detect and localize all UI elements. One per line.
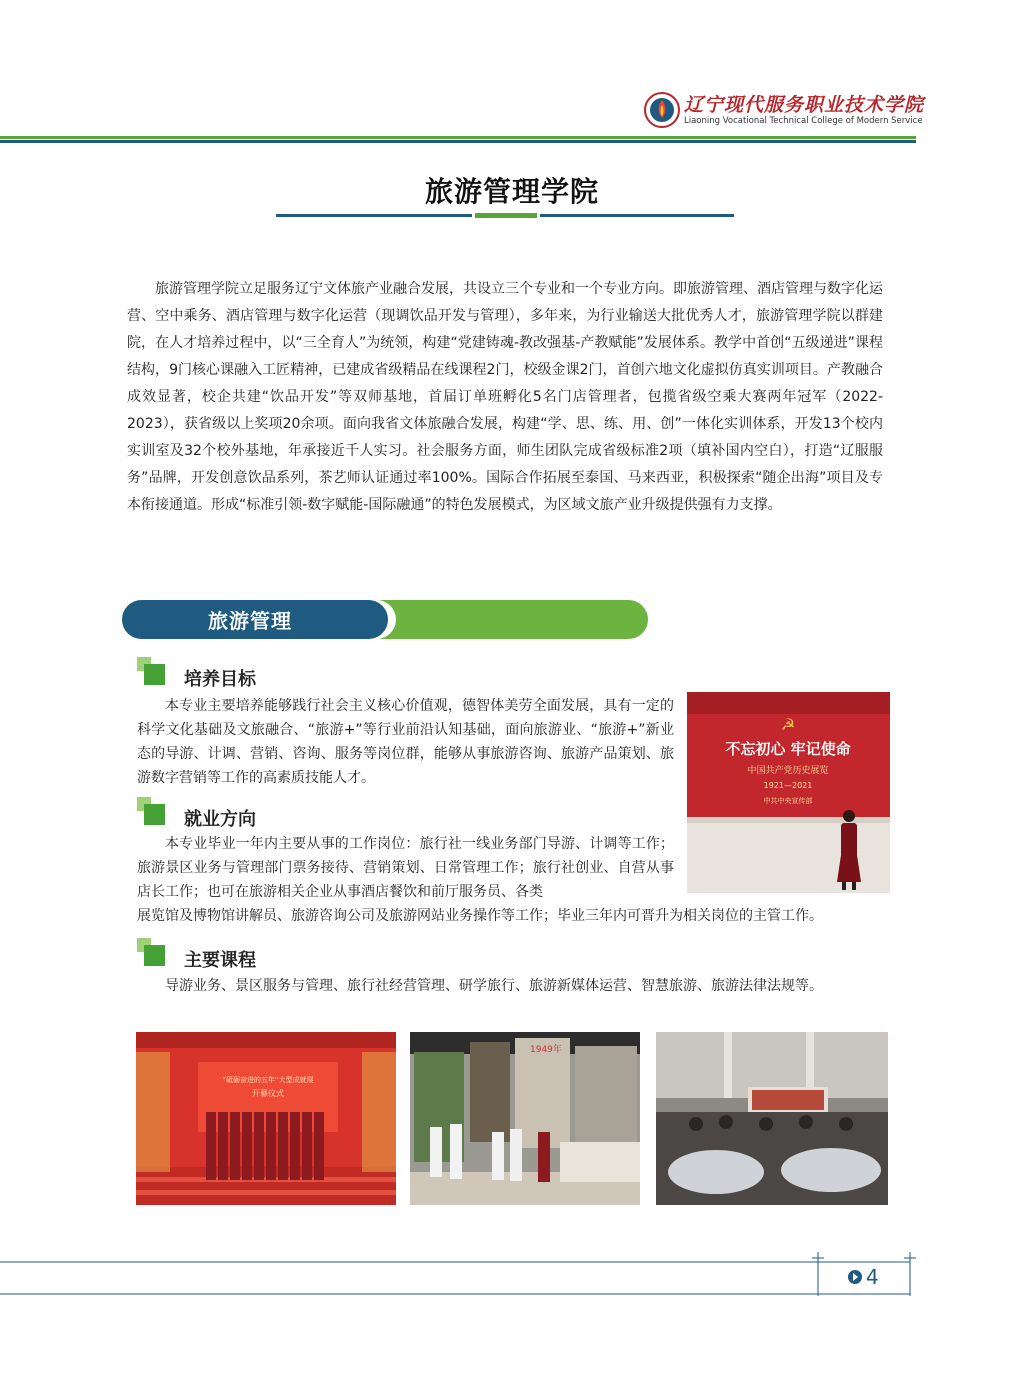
museum-year-label: 1949年: [530, 1045, 562, 1055]
ceremony-banner-line2: 开幕仪式: [252, 1089, 284, 1098]
intro-paragraph: 旅游管理学院立足服务辽宁文体旅产业融合发展，共设立三个专业和一个专业方向。即旅游管理、酒店管理与数字化运营、空中乘务、酒店管理与数字化运营（现调饮品开发与管理），多年来，为行业输送大批优秀人才，旅游管理学院以群建院，在人才培养过程中，以“三全育人”为统领，构建“党建铸魂-教改强基-产教赋能”发展体系。教学中首创“五级递进”课程结构，9门核心课融入工匠精神，已建成省级精品在线课程2门，校级金课2门，首创六地文化虚拟仿真实训项目。产教融合成效显著，校企共建“饮品开发”等双师基地，首届订单班孵化5名门店管理者，包揽省级空乘大赛两年冠军（2022-2023），获省级以上奖项20余项。面向我省文体旅融合发展，构建“学、思、练、用、创”一体化实训体系，开发13个校内实训室及32个校外基地，年承接近千人实习。社会服务方面，师生团队完成省级标准2项（填补国内空白），打造“辽服服务”品牌，开发创意饮品系列，茶艺师认证通过率100%。国际合作拓展至泰国、马来西亚，积极探索“随企出海”项目及专本衔接通道。形成“标准引领-数字赋能-国际融通”的特色发展模式，为区域文旅产业升级提供强有力支撑。: [127, 281, 883, 513]
logo-english-name: Liaoning Vocational Technical College of Modern Service: [684, 116, 923, 126]
goal-heading: 培养目标: [184, 669, 256, 690]
title-underline-center: [475, 213, 537, 218]
footer-frame: [0, 1250, 924, 1300]
ceremony-photo: [136, 1032, 396, 1205]
section-title: 旅游管理: [208, 609, 292, 633]
exhibit-years: 1921—2021: [763, 781, 813, 790]
page-title: 旅游管理学院: [424, 175, 599, 208]
goal-heading-icon: [137, 657, 165, 685]
goal-paragraph: 本专业主要培养能够践行社会主义核心价值观，德智体美劳全面发展，具有一定的科学文化基础及文旅融合、“旅游+”等行业前沿认知基础，面向旅游业、“旅游+”新业态的导游、计调、营销、咨询、服务等岗位群，能够从事旅游咨询、旅游产品策划、旅游数字营销等工作的高素质技能人才。: [137, 698, 674, 786]
college-logo: [644, 90, 924, 134]
exhibit-slogan: 不忘初心 牢记使命: [725, 740, 851, 758]
jobs-paragraph-continued: 展览馆及博物馆讲解员、旅游咨询公司及旅游网站业务操作等工作；毕业三年内可晋升为相关岗位的主管工作。: [137, 908, 823, 924]
courses-heading: 主要课程: [184, 950, 256, 971]
jobs-heading-icon: [137, 797, 165, 825]
svg-text:☭: ☭: [780, 715, 796, 734]
title-underline-left: [276, 214, 472, 217]
exhibition-photo: [687, 692, 890, 893]
jobs-heading: 就业方向: [184, 809, 256, 830]
jobs-paragraph: 本专业毕业一年内主要从事的工作岗位：旅行社一线业务部门导游、计调等工作；旅游景区业务与管理部门票务接待、营销策划、日常管理工作；旅行社创业、自营从事店长工作；也可在旅游相关企业从事酒店餐饮和前厅服务员、各类: [137, 836, 674, 900]
courses-paragraph: 导游业务、景区服务与管理、旅行社经营管理、研学旅行、旅游新媒体运营、智慧旅游、旅游法律法规等。: [165, 978, 823, 994]
courses-heading-icon: [137, 938, 165, 966]
classroom-photo: [656, 1032, 888, 1205]
section-banner-green: [360, 600, 648, 639]
museum-visit-photo: [410, 1032, 640, 1205]
ceremony-banner-line1: “砥砺奋进的五年”大型成就展: [222, 1076, 314, 1084]
header-divider-blue: [0, 140, 916, 143]
exhibit-name: 中国共产党历史展览: [747, 766, 829, 776]
header-divider-green: [0, 136, 916, 139]
page-number: 4: [866, 1265, 879, 1289]
page-marker-icon: [848, 1270, 862, 1284]
logo-chinese-name: 辽宁现代服务职业技术学院: [684, 94, 925, 116]
title-underline-right: [540, 214, 734, 217]
college-emblem-icon: [644, 92, 680, 128]
exhibit-org: 中共中央宣传部: [763, 797, 813, 805]
